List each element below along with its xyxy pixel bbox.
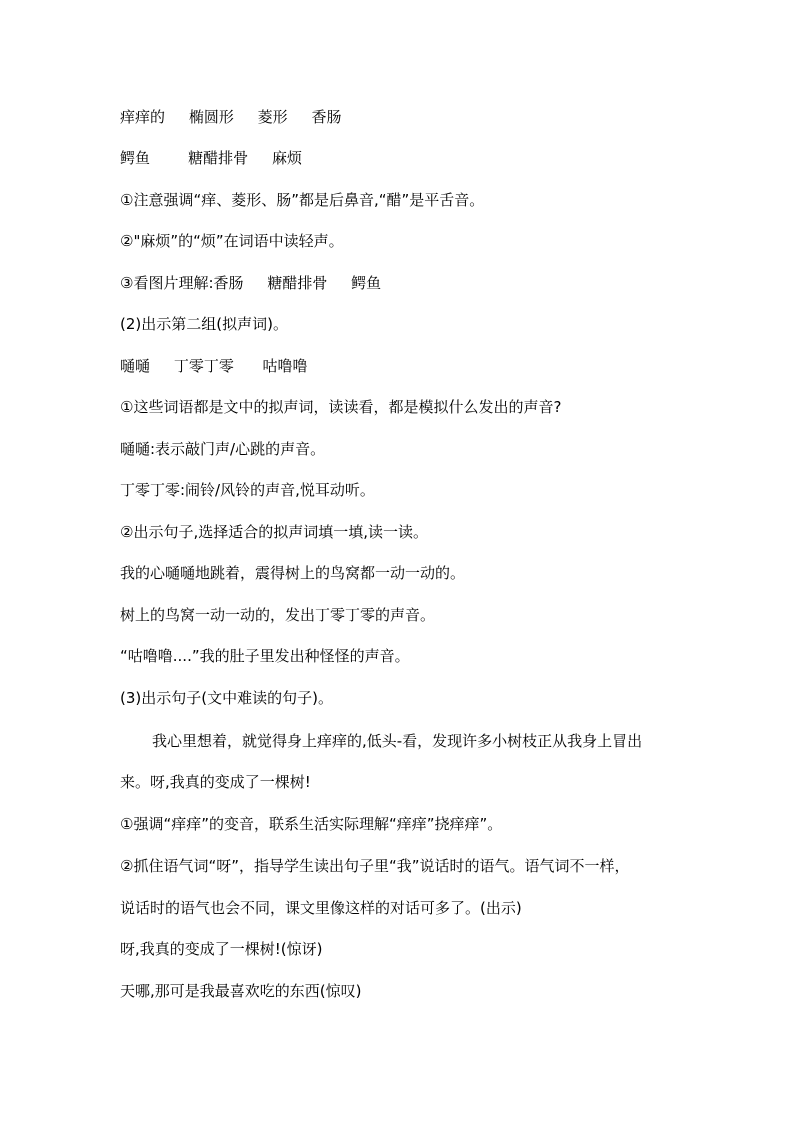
neutral-tone-note: ②"麻烦”的“烦”在词语中读轻声。: [120, 232, 344, 250]
modal-particle-note-line-1: ②抓住语气词“呀”，指导学生读出句子里“我”说话时的语气。语气词不一样，: [120, 857, 630, 875]
dingling-explanation: 丁零丁零:闹铃/风铃的声音,悦耳动听。: [120, 481, 375, 499]
modal-particle-note-line-2: 说话时的语气也会不同，课文里像这样的对话可多了。(出示): [120, 899, 522, 917]
dialogue-example-1: 呀,我真的变成了一棵树!(惊讶): [120, 940, 323, 958]
example-sentence-2: 树上的鸟窝一动一动的，发出丁零丁零的声音。: [120, 606, 436, 624]
onomatopoeia-words: 嗵嗵 丁零丁零 咕噜噜: [120, 357, 308, 375]
quoted-passage-line-2: 来。呀,我真的变成了一棵树!: [120, 773, 311, 791]
tone-change-note: ①强调“痒痒”的变音，联系生活实际理解“痒痒”挠痒痒”。: [120, 815, 503, 833]
tongtong-explanation: 嗵嗵:表示敲门声/心跳的声音。: [120, 440, 326, 458]
quoted-passage-line-1: 我心里想着，就觉得身上痒痒的,低头-看，发现许多小树枝正从我身上冒出: [152, 732, 643, 750]
fill-in-instruction: ②出示句子,选择适合的拟声词填一填,读一读。: [120, 523, 428, 541]
dialogue-example-2: 天哪,那可是我最喜欢吃的东西(惊叹): [120, 982, 362, 1000]
picture-understanding-note: ③看图片理解:香肠 糖醋排骨 鳄鱼: [120, 274, 382, 292]
example-sentence-3: “咕噜噜....”我的肚子里发出种怪怪的声音。: [120, 647, 410, 665]
example-sentence-1: 我的心嗵嗵地跳着，震得树上的鸟窝都一动一动的。: [120, 564, 466, 582]
vocab-line-group-1-cont: 鳄鱼 糖醋排骨 麻烦: [120, 149, 302, 167]
section-heading-2: (2)出示第二组(拟声词)。: [120, 315, 288, 333]
onomatopoeia-question: ①这些词语都是文中的拟声词，读读看，都是模拟什么发出的声音?: [120, 398, 562, 416]
vocab-line-group-1: 痒痒的 椭圆形 菱形 香肠: [120, 108, 342, 126]
pronunciation-note: ①注意强调“痒、菱形、肠”都是后鼻音,“醋”是平舌音。: [120, 191, 485, 209]
section-heading-3: (3)出示句子(文中难读的句子)。: [120, 689, 333, 707]
